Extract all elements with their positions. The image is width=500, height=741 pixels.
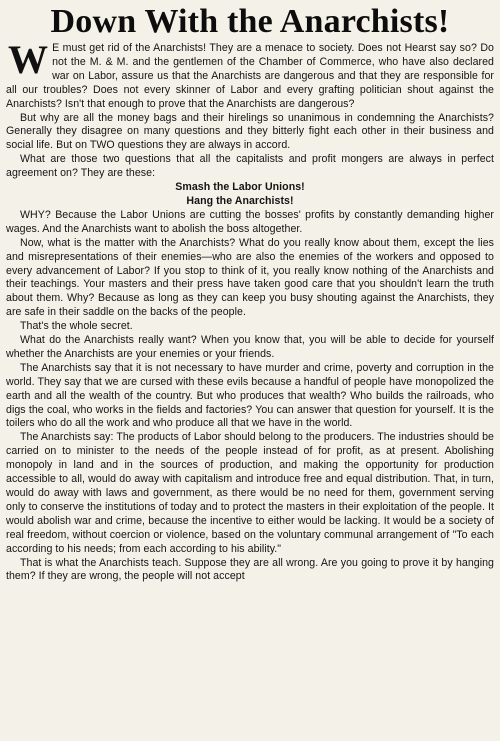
slogan-hang-anarchists: Hang the Anarchists! — [186, 194, 294, 207]
document-page — [6, 0, 494, 741]
slogan-smash-unions: Smash the Labor Unions! — [175, 181, 305, 194]
slogans — [6, 181, 494, 209]
paragraph-8: The Anarchists say that it is not necessary to have murder and crime, poverty and corruption in the world. They say that we are cursed with these evils because a handful of people have monopolized the earth and all the wealth of the country. But who produces that wealth? Who builds the railroads, who digs the coal, who works in the fields and factories? You can answer that question for yourself. It is the toilers who do all the work and who produce all that we have in the world. — [6, 361, 494, 430]
paragraph-4: WHY? Because the Labor Unions are cutting the bosses' profits by constantly demanding higher wages. And the Anarchists want to abolish the boss altogether. — [6, 208, 494, 235]
drop-cap: W — [8, 37, 49, 82]
paragraph-3: What are those two questions that all the capitalists and profit mongers are always in perfect agreement on? They are these: — [6, 153, 494, 180]
paragraph-7: What do the Anarchists really want? When you know that, you will be able to decide for yourself whether the Anarchists are your enemies or your friends. — [6, 334, 494, 360]
paragraph-1-text: E must get rid of the Anarchists! They are a menace to society. Does not Hearst say so? Do not the M. & M. and the gentlemen of the Chamber of Commerce, who have also declared war on Labor, assure us that the Anarchists are dangerous and that they are responsible for all our troubles? Does not every skinner of Labor and every grafting politician shout against the Anarchists? Isn't that enough to prove that the Anarchists are dangerous? — [6, 42, 494, 110]
paragraph-9: The Anarchists say: The products of Labor should belong to the producers. The industries should be carried on to minister to the needs of the people instead of for profit, as at present. Abolishing monopoly in land and in the sources of production, and making the opportunity for production accessible to all, would do away with capitalism and introduce free and equal distribution. That, in turn, would do away with laws and government, as there would be no need for them, government serving only to conserve the institutions of today and to protect the masters in their exploitation of the people. It would abolish war and crime, because the incentive to either would be lacking. It would be a society of real freedom, without coercion or violence, based on the voluntary communal arrangement of "To each according to his needs; from each according to his ability." — [6, 431, 494, 555]
paragraph-10: That is what the Anarchists teach. Suppose they are all wrong. Are you going to prove it by hanging them? If they are wrong, the people will not accept — [6, 556, 494, 583]
headline: Down With the Anarchists! — [50, 3, 450, 40]
paragraph-5: Now, what is the matter with the Anarchists? What do you really know about them, except the lies and misrepresentations of their enemies—who are also the enemies of the workers and opposed to every advancement of Labor? If you stop to think of it, you really know nothing of the Anarchists and their teachings. Your masters and their press have taken good care that you shouldn't learn the truth about them. Why? Because as long as they can keep you busy shouting against the Anarchists, they are safe in their saddle on the backs of the people. — [6, 236, 494, 319]
article-body — [6, 37, 494, 584]
paragraph-1 — [6, 37, 494, 112]
paragraph-2: But why are all the money bags and their hirelings so unanimous in condemning the Anarchists? Generally they disagree on many questions and they bitterly fight each other in their business and social life. But on TWO questions they are always in accord. — [6, 111, 494, 152]
paragraph-6: That's the whole secret. — [20, 320, 133, 333]
